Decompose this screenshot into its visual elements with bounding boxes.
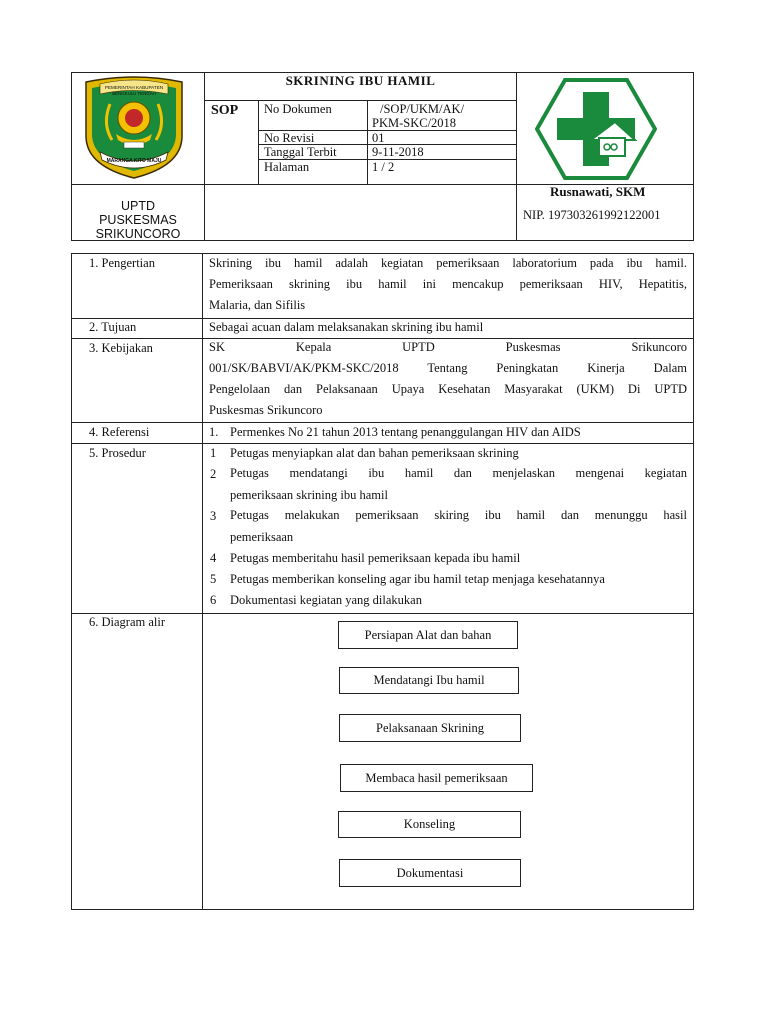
crest-top-text: PEMERINTAH KABUPATEN	[104, 85, 164, 90]
halaman-label: Halaman	[264, 160, 310, 174]
flow-box-label: Persiapan Alat dan bahan	[364, 628, 492, 642]
prosedur-step-number: 5	[210, 572, 217, 586]
prosedur-step-text: Petugas memberitahu hasil pemeriksaan kepada ibu hamil	[230, 551, 521, 565]
section-label-kebijakan: 3. Kebijakan	[89, 341, 153, 355]
prosedur-step-number: 3	[210, 509, 217, 523]
section-label-prosedur: 5. Prosedur	[89, 446, 146, 460]
flow-box-pelaksanaan	[339, 714, 521, 742]
crest-bottom-text: MARANGA KITO MAJU	[106, 158, 162, 164]
prosedur-step-number: 6	[210, 593, 217, 607]
no-dokumen-value-1: /SOP/UKM/AK/	[380, 102, 465, 116]
kebijakan-line-1: SK Kepala UPTD Puskesmas Srikuncoro	[209, 340, 687, 354]
flow-box-mendatangi	[339, 667, 519, 694]
org-line-3: SRIKUNCORO	[95, 227, 181, 241]
section-label-referensi: 4. Referensi	[89, 425, 150, 439]
flow-box-label: Konseling	[403, 817, 456, 831]
flow-box-persiapan	[338, 621, 518, 649]
pengertian-line-3: Malaria, dan Sifilis	[209, 298, 306, 312]
flow-box-label: Membaca hasil pemeriksaan	[365, 771, 508, 785]
flow-box-label: Mendatangi Ibu hamil	[373, 673, 485, 687]
flow-box-membaca-hasil	[340, 764, 533, 792]
kebijakan-line-4: Puskesmas Srikuncoro	[209, 403, 323, 417]
pengertian-line-1: Skrining ibu hamil adalah kegiatan pemeriksaan laboratorium pada ibu hamil.	[209, 256, 687, 270]
document-title: SKRINING IBU HAMIL	[285, 73, 436, 88]
prosedur-step-number: 1	[210, 446, 217, 460]
crest-mid-text: BENGKULU TENGAH	[112, 91, 156, 96]
prosedur-step-number: 2	[210, 467, 217, 481]
prosedur-step-text-cont: pemeriksaan	[230, 530, 294, 544]
prosedur-step-text: Dokumentasi kegiatan yang dilakukan	[230, 593, 422, 607]
section-label-tujuan: 2. Tujuan	[89, 320, 137, 334]
flow-box-label: Dokumentasi	[396, 866, 464, 880]
prosedur-step-text-cont: pemeriksaan skrining ibu hamil	[230, 488, 388, 502]
prosedur-step-text: Petugas memberikan konseling agar ibu hamil tetap menjaga kesehatannya	[230, 572, 605, 586]
signatory-nip: NIP. 197303261992122001	[523, 208, 661, 222]
org-line-2: PUSKESMAS	[99, 213, 177, 227]
referensi-text: Permenkes No 21 tahun 2013 tentang penanggulangan HIV dan AIDS	[230, 425, 581, 439]
no-dokumen-value-2: PKM-SKC/2018	[372, 116, 457, 130]
tujuan-text: Sebagai acuan dalam melaksanakan skrining ibu hamil	[209, 320, 484, 334]
halaman-value: 1 / 2	[372, 160, 395, 174]
referensi-number: 1.	[209, 425, 219, 439]
sop-label: SOP	[211, 103, 239, 118]
no-dokumen-label: No Dokumen	[264, 102, 332, 116]
flow-box-label: Pelaksanaan Skrining	[376, 721, 484, 735]
kebijakan-line-2: 001/SK/BABVI/AK/PKM-SKC/2018 Tentang Peningkatan Kinerja Dalam	[209, 361, 687, 375]
pengertian-line-2: Pemeriksaan skrining ibu hamil ini mencakup pemeriksaan HIV, Hepatitis,	[209, 277, 687, 291]
prosedur-step-number: 4	[210, 551, 217, 565]
tanggal-terbit-label: Tanggal Terbit	[264, 145, 337, 159]
section-label-pengertian: 1. Pengertian	[89, 256, 155, 270]
puskesmas-cross-logo	[535, 78, 657, 180]
regency-crest-logo	[76, 74, 192, 182]
flow-box-dokumentasi	[339, 859, 521, 887]
signatory-name: Rusnawati, SKM	[550, 184, 646, 199]
flow-box-konseling	[338, 811, 521, 838]
kebijakan-line-3: Pengelolaan dan Pelaksanaan Upaya Kesehatan Masyarakat (UKM) Di UPTD	[209, 382, 687, 396]
prosedur-step-text: Petugas melakukan pemeriksaan skiring ibu hamil dan menunggu hasil	[230, 508, 687, 522]
tanggal-terbit-value: 9-11-2018	[372, 145, 424, 159]
no-revisi-value: 01	[372, 131, 385, 145]
prosedur-step-text: Petugas mendatangi ibu hamil dan menjelaskan mengenai kegiatan	[230, 466, 687, 480]
no-revisi-label: No Revisi	[264, 131, 315, 145]
section-label-diagram: 6. Diagram alir	[89, 615, 166, 629]
prosedur-step-text: Petugas menyiapkan alat dan bahan pemeriksaan skrining	[230, 446, 519, 460]
org-line-1: UPTD	[120, 199, 156, 213]
